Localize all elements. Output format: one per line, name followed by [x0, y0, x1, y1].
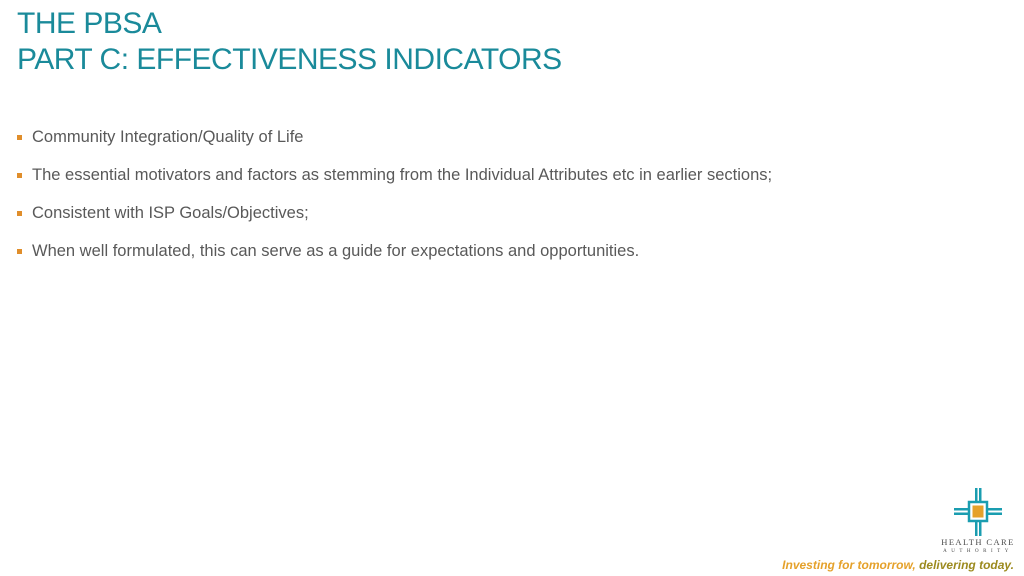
bullet-text: When well formulated, this can serve as a guide for expectations and opportunities.: [32, 241, 640, 260]
slide-title-line-2: PART C: EFFECTIVENESS INDICATORS: [17, 43, 562, 76]
bullet-square-icon: [17, 173, 22, 178]
bullet-text: Community Integration/Quality of Life: [32, 127, 304, 146]
zia-sun-symbol-icon: [952, 487, 1004, 537]
footer-tagline: [782, 558, 1014, 572]
health-care-authority-logo: [932, 487, 1024, 557]
bullet-square-icon: [17, 249, 22, 254]
bullet-square-icon: [17, 211, 22, 216]
bullet-item: [17, 156, 772, 194]
bullet-item: [17, 232, 772, 270]
slide-title-line-1: THE PBSA: [17, 7, 162, 40]
bullet-item: [17, 194, 772, 232]
bullet-text: Consistent with ISP Goals/Objectives;: [32, 203, 309, 222]
slide-title: [17, 6, 562, 78]
bullet-item: [17, 118, 772, 156]
logo-sub-text: AUTHORITY: [943, 549, 1013, 554]
tagline-part-2: delivering today: [919, 558, 1011, 572]
tagline-part-1: Investing for tomorrow,: [782, 558, 920, 572]
tagline-part-3: .: [1010, 558, 1014, 572]
bullet-square-icon: [17, 135, 22, 140]
bullet-text: The essential motivators and factors as stemming from the Individual Attributes etc in earlier sections;: [32, 165, 773, 184]
logo-name-text: HEALTH CARE: [941, 537, 1015, 547]
bullet-list: [17, 118, 772, 270]
